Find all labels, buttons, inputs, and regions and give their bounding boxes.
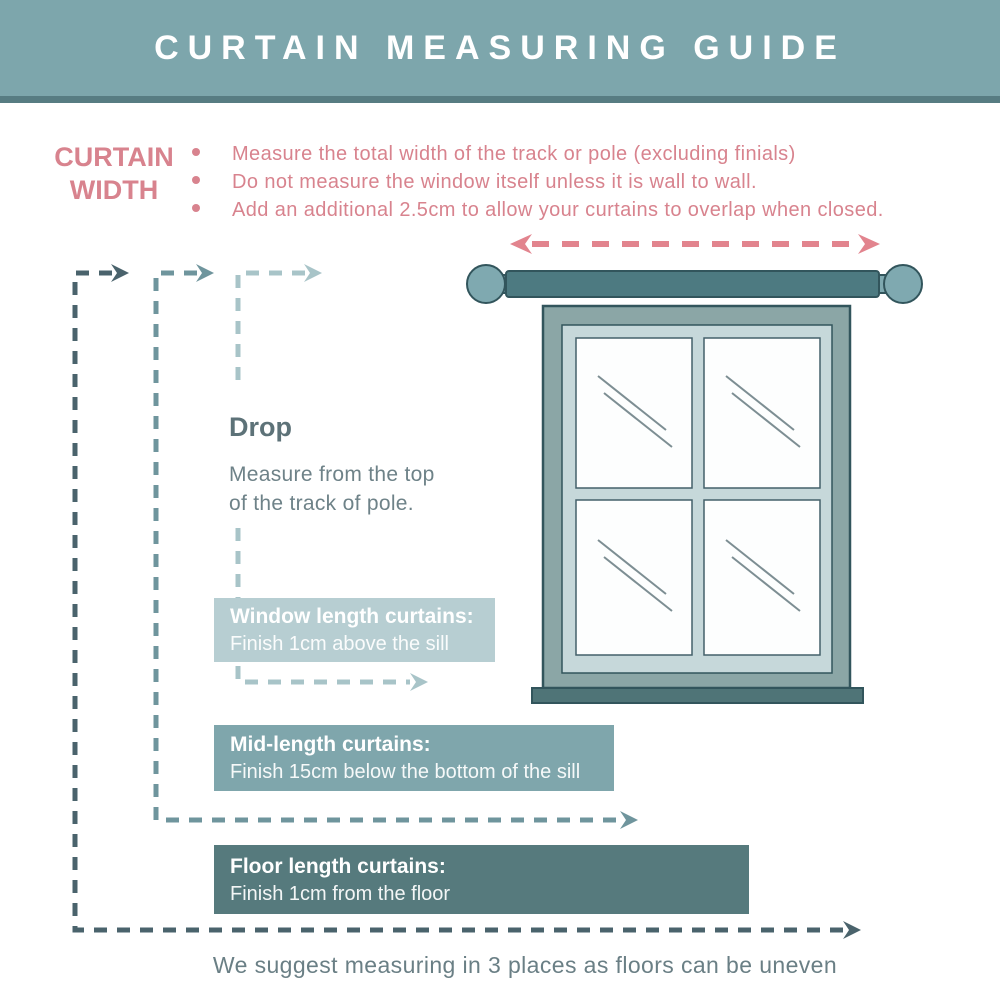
bullet-text: Measure the total width of the track or pole (excluding finials): [232, 143, 796, 165]
pole-finial-left: [467, 265, 505, 303]
curtain-width-label-line1: CURTAIN: [54, 142, 174, 172]
window-length-subtitle: Finish 1cm above the sill: [230, 633, 449, 655]
curtain-pole-icon: [467, 265, 922, 303]
mid-length-subtitle: Finish 15cm below the bottom of the sill: [230, 761, 581, 783]
drop-heading: Drop: [229, 412, 292, 442]
window-length-title: Window length curtains:: [230, 605, 474, 628]
page-title: CURTAIN MEASURING GUIDE: [154, 28, 846, 67]
bullet-text: Do not measure the window itself unless it is wall to wall.: [232, 171, 757, 193]
bullet-text: Add an additional 2.5cm to allow your curtains to overlap when closed.: [232, 199, 884, 221]
curtain-width-label-line2: WIDTH: [69, 175, 159, 205]
window-icon: [532, 306, 863, 703]
mid-length-box: [214, 725, 614, 791]
window-pane-top-left: [576, 338, 692, 488]
width-measure-arrow-icon: [510, 234, 880, 254]
window-sill: [532, 688, 863, 703]
drop-description-line1: Measure from the top: [229, 463, 435, 486]
floor-length-title: Floor length curtains:: [230, 854, 446, 878]
pole-bar: [506, 271, 879, 297]
floor-length-subtitle: Finish 1cm from the floor: [230, 882, 451, 905]
window-pane-top-right: [704, 338, 820, 488]
window-pane-bottom-left: [576, 500, 692, 655]
drop-description-line2: of the track of pole.: [229, 492, 414, 515]
window-length-box: [214, 598, 495, 662]
pole-finial-right: [884, 265, 922, 303]
mid-length-title: Mid-length curtains:: [230, 733, 431, 756]
floor-length-box: [214, 845, 749, 914]
window-pane-bottom-right: [704, 500, 820, 655]
footer-note: We suggest measuring in 3 places as floors can be uneven: [212, 952, 838, 978]
